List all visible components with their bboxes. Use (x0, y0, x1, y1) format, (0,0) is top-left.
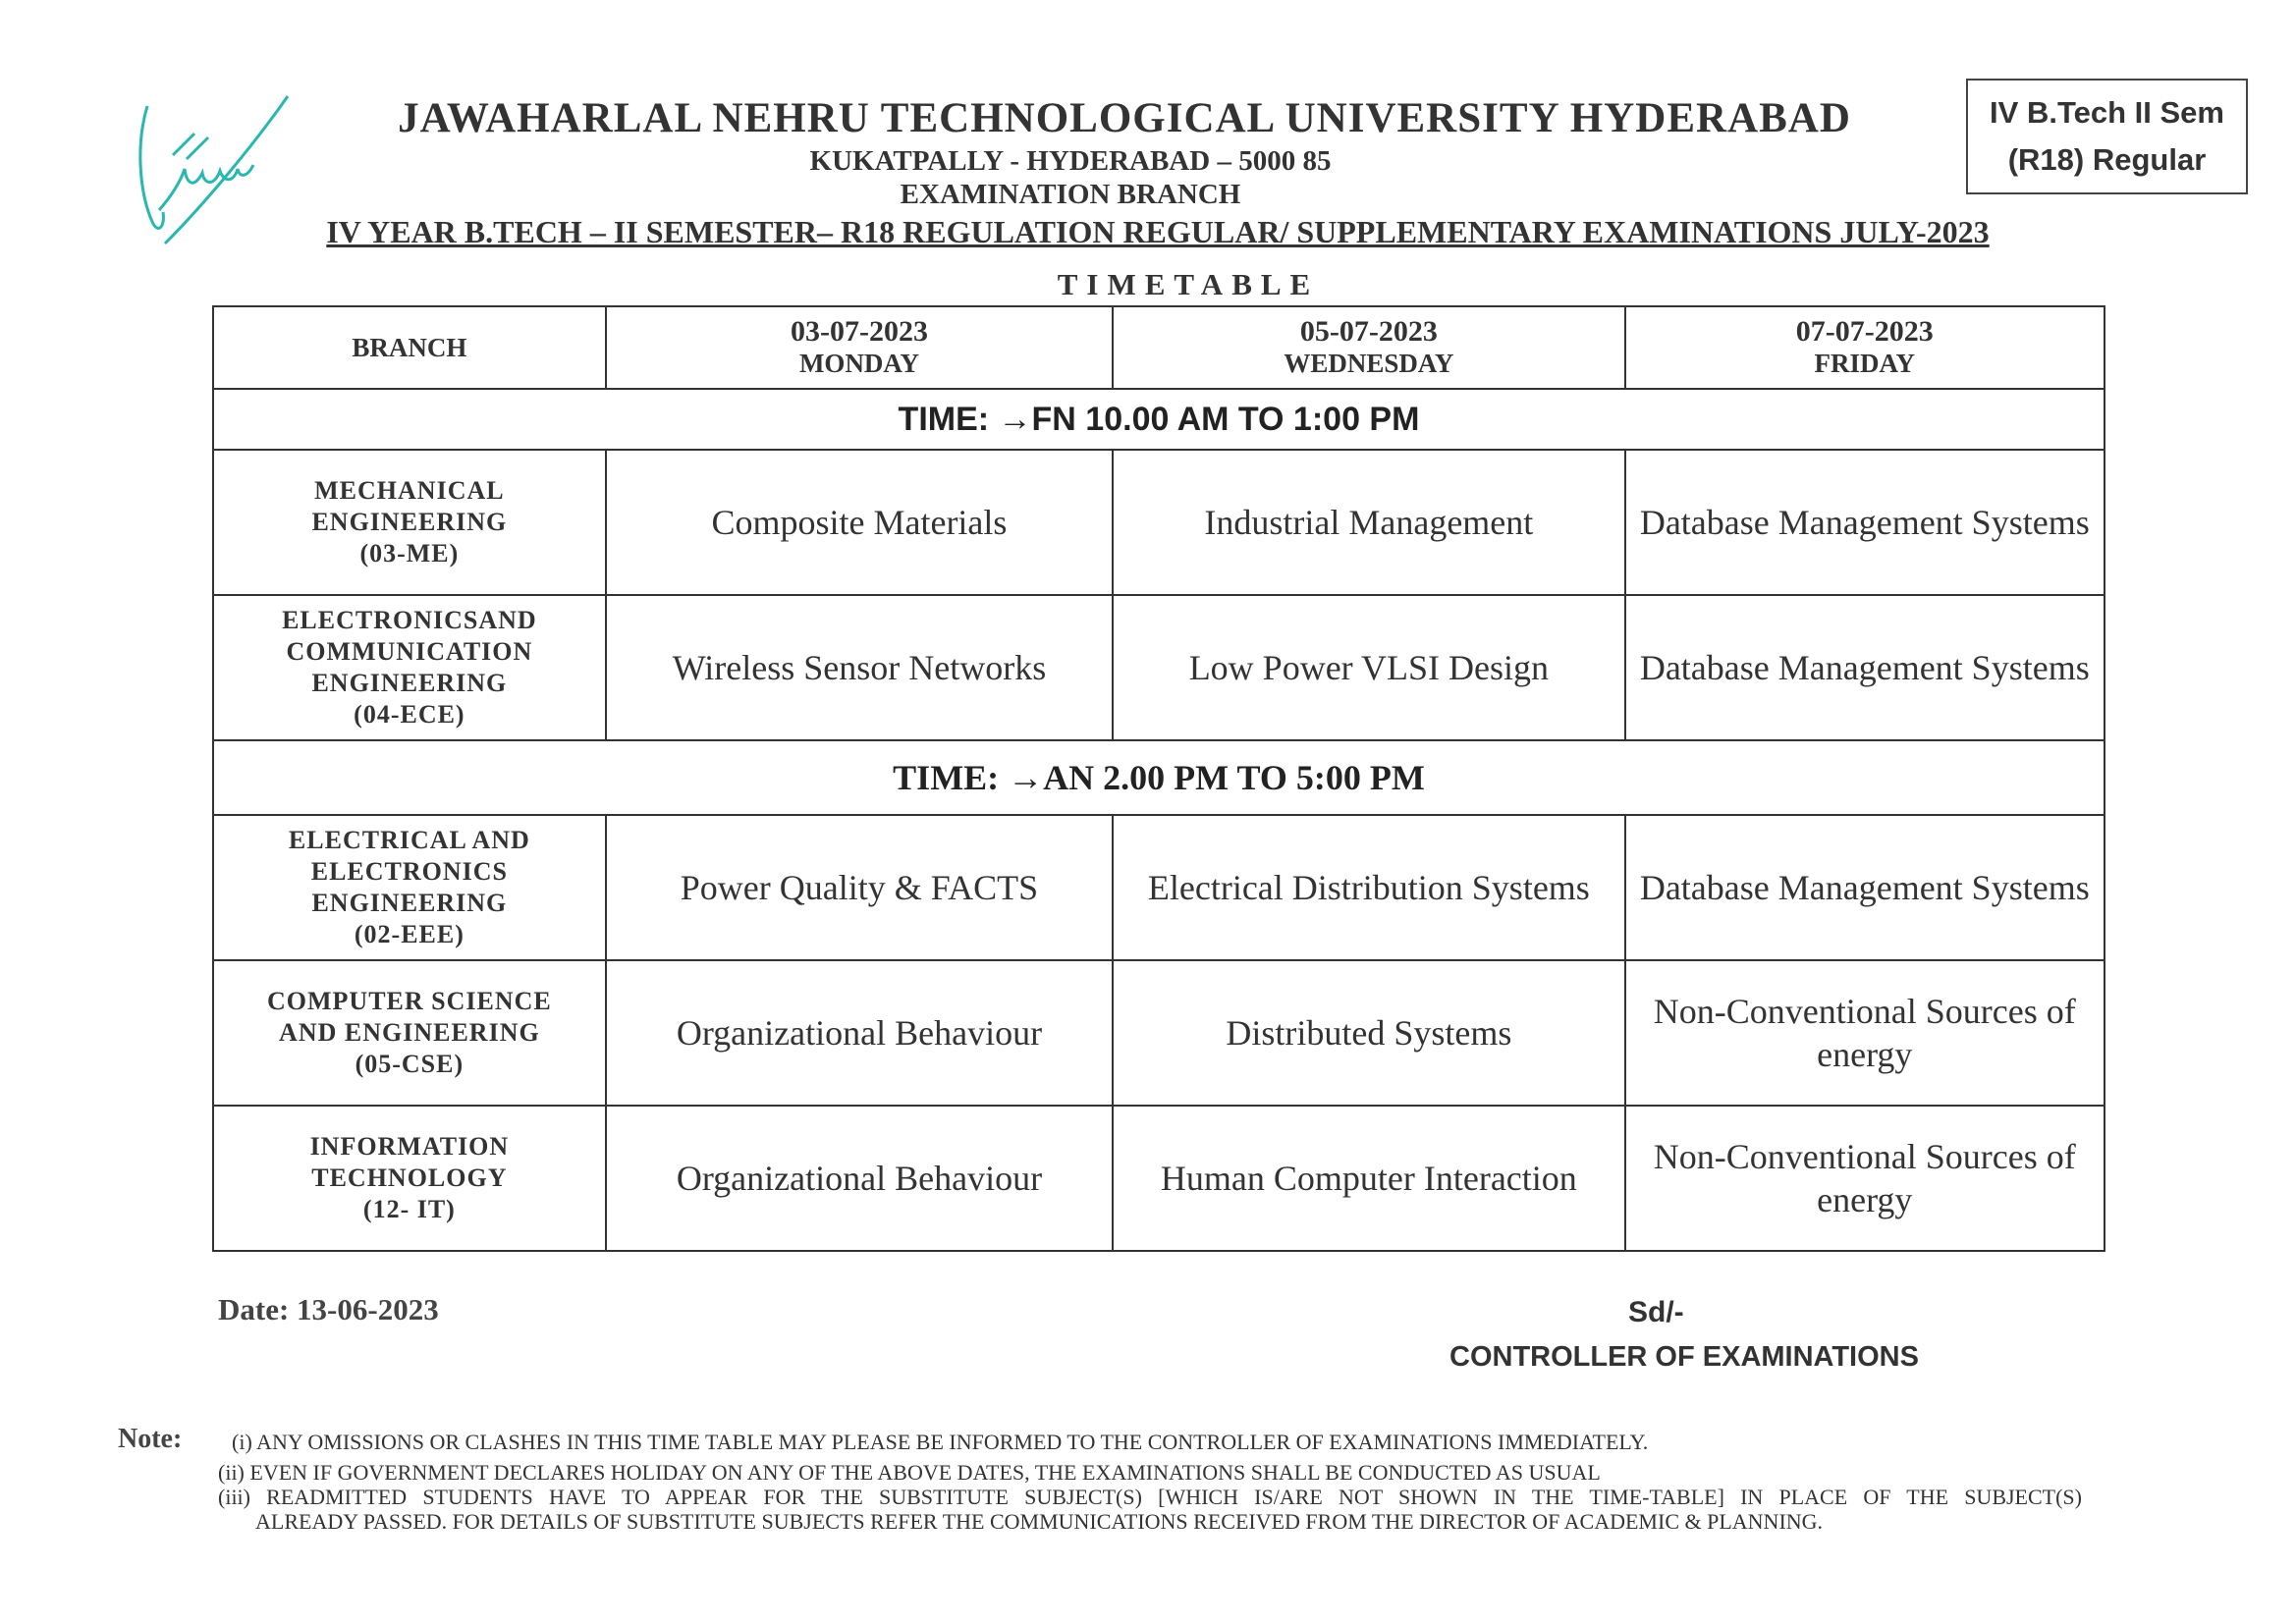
subject-cell: Database Management Systems (1625, 595, 2105, 740)
controller-title: CONTROLLER OF EXAMINATIONS (1449, 1341, 1919, 1373)
day-header (1625, 306, 2105, 389)
branch-line: COMPUTER SCIENCE (267, 987, 552, 1015)
subject-cell: Distributed Systems (1113, 960, 1624, 1106)
branch-cell (213, 960, 606, 1106)
note-item: (ii) EVEN IF GOVERNMENT DECLARES HOLIDAY ON ANY OF THE ABOVE DATES, THE EXAMINATIONS SHALL BE CONDUCTED AS USUAL (218, 1460, 1601, 1485)
subject-cell: Database Management Systems (1625, 815, 2105, 960)
university-title: JAWAHARLAL NEHRU TECHNOLOGICAL UNIVERSITY HYDERABAD (398, 95, 1851, 141)
branch-cell (213, 815, 606, 960)
session-row-an (213, 740, 2105, 815)
branch-line: INFORMATION (309, 1132, 510, 1161)
note-item-continued: ALREADY PASSED. FOR DETAILS OF SUBSTITUTE SUBJECTS REFER THE COMMUNICATIONS RECEIVED FROM THE DIRECTOR OF ACADEMIC & PLANNING. (255, 1509, 1824, 1534)
examination-branch: EXAMINATION BRANCH (900, 179, 1241, 210)
timetable-label: TIMETABLE (1057, 267, 1320, 301)
issue-date: Date: 13-06-2023 (218, 1292, 439, 1326)
session-row-fn (213, 389, 2105, 450)
subject-cell: Power Quality & FACTS (606, 815, 1113, 960)
session-time-fn: TIME: →FN 10.00 AM TO 1:00 PM (213, 389, 2105, 450)
table-header-row (213, 306, 2105, 389)
branch-line: (04-ECE) (354, 700, 465, 729)
subject-cell: Composite Materials (606, 450, 1113, 595)
day-date: 03-07-2023 (790, 315, 928, 348)
branch-line: ENGINEERING (311, 889, 508, 917)
subject-cell: Organizational Behaviour (606, 960, 1113, 1106)
day-header (606, 306, 1113, 389)
table-row (213, 1106, 2105, 1251)
branch-cell (213, 450, 606, 595)
subject-cell: Human Computer Interaction (1113, 1106, 1624, 1251)
branch-cell (213, 1106, 606, 1251)
table-row (213, 960, 2105, 1106)
subject-cell: Industrial Management (1113, 450, 1624, 595)
day-name: FRIDAY (1814, 349, 1916, 378)
session-time-an: TIME: →AN 2.00 PM TO 5:00 PM (213, 740, 2105, 815)
subject-cell: Wireless Sensor Networks (606, 595, 1113, 740)
branch-cell (213, 595, 606, 740)
subject-cell: Database Management Systems (1625, 450, 2105, 595)
timetable (212, 305, 2105, 1252)
table-row (213, 815, 2105, 960)
branch-line: ENGINEERING (311, 669, 508, 697)
branch-line: MECHANICAL (314, 476, 505, 505)
semester-box-line1: IV B.Tech II Sem (1990, 95, 2224, 130)
branch-line: (03-ME) (359, 539, 460, 568)
branch-line: COMMUNICATION (286, 637, 533, 666)
subject-cell: Low Power VLSI Design (1113, 595, 1624, 740)
subject-cell: Non-Conventional Sources of energy (1625, 1106, 2105, 1251)
note-item: (iii) READMITTED STUDENTS HAVE TO APPEAR FOR THE SUBSTITUTE SUBJECT(S) [WHICH IS/ARE NOT SHOWN IN THE TIME-TABLE] IN PLACE OF THE SUBJECT(S) (218, 1485, 2082, 1509)
branch-line: ENGINEERING (311, 508, 508, 536)
day-name: WEDNESDAY (1284, 349, 1454, 378)
subject-cell: Non-Conventional Sources of energy (1625, 960, 2105, 1106)
branch-line: TECHNOLOGY (311, 1163, 508, 1192)
table-row (213, 450, 2105, 595)
semester-box-line2: (R18) Regular (2007, 142, 2207, 177)
day-header (1113, 306, 1624, 389)
table-row (213, 595, 2105, 740)
exam-title: IV YEAR B.TECH – II SEMESTER– R18 REGULATION REGULAR/ SUPPLEMENTARY EXAMINATIONS JULY-2023 (326, 214, 1990, 249)
note-label: Note: (118, 1424, 183, 1454)
note-item: (i) ANY OMISSIONS OR CLASHES IN THIS TIME TABLE MAY PLEASE BE INFORMED TO THE CONTROLLER OF EXAMINATIONS IMMEDIATELY. (232, 1430, 1649, 1454)
signed-mark: Sd/- (1628, 1296, 1684, 1328)
branch-header: BRANCH (213, 306, 606, 389)
branch-line: (05-CSE) (355, 1050, 465, 1078)
day-date: 05-07-2023 (1299, 315, 1438, 348)
subject-cell: Electrical Distribution Systems (1113, 815, 1624, 960)
branch-line: AND ENGINEERING (279, 1018, 540, 1047)
branch-line: ELECTRICAL AND (288, 826, 530, 854)
branch-line: (12- IT) (362, 1195, 456, 1223)
branch-line: ELECTRONICS (310, 857, 509, 886)
branch-line: ELECTRONICSAND (282, 606, 537, 634)
day-name: MONDAY (798, 349, 919, 378)
day-date: 07-07-2023 (1795, 315, 1934, 348)
university-address: KUKATPALLY - HYDERABAD – 5000 85 (809, 145, 1332, 177)
subject-cell: Organizational Behaviour (606, 1106, 1113, 1251)
branch-line: (02-EEE) (354, 920, 465, 948)
semester-box (1966, 79, 2248, 194)
signature-mark (126, 86, 302, 263)
